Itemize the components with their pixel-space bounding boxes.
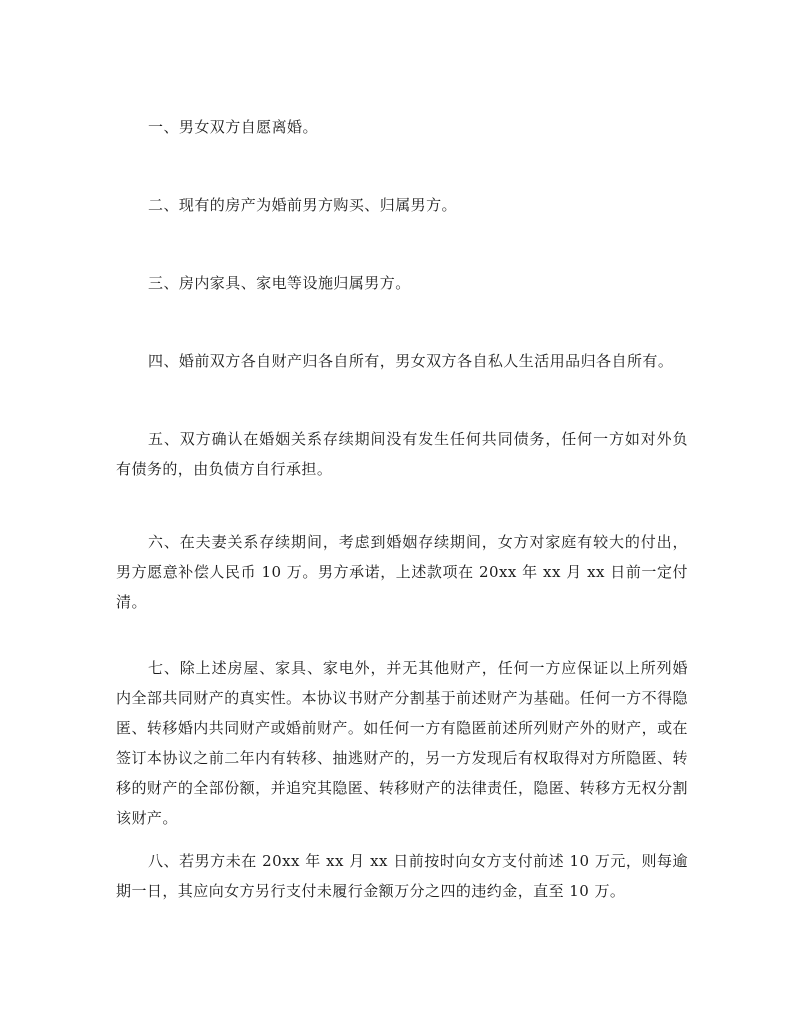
clause-1: 一、男女双方自愿离婚。 xyxy=(148,118,318,136)
clause-2: 二、现有的房产为婚前男方购买、归属男方。 xyxy=(148,196,458,214)
clause-6: 六、在夫妻关系存续期间，考虑到婚姻存续期间，女方对家庭有较大的付出，男方愿意补偿人民币 10 万。男方承诺，上述款项在 20xx 年 xx 月 xx 日前一定付清。 xyxy=(116,533,688,611)
clause-3: 三、房内家具、家电等设施归属男方。 xyxy=(148,274,411,292)
clause-7: 七、除上述房屋、家具、家电外，并无其他财产，任何一方应保证以上所列婚内全部共同财产的真实性。本协议书财产分割基于前述财产为基础。任何一方不得隐匿、转移婚内共同财产或婚前财产。如任何一方有隐匿前述所列财产外的财产，或在签订本协议之前二年内有转移、抽逃财产的，另一方发现后有权取得对方所隐匿、转移的财产的全部份额，并追究其隐匿、转移财产的法律责任，隐匿、转移方无权分割该财产。 xyxy=(116,659,688,827)
clause-5: 五、双方确认在婚姻关系存续期间没有发生任何共同债务，任何一方如对外负有债务的，由负债方自行承担。 xyxy=(116,430,688,478)
clause-4: 四、婚前双方各自财产归各自所有，男女双方各自私人生活用品归各自所有。 xyxy=(148,352,674,370)
clause-8: 八、若男方未在 20xx 年 xx 月 xx 日前按时向女方支付前述 10 万元，则每逾期一日，其应向女方另行支付未履行金额万分之四的违约金，直至 10 万。 xyxy=(116,852,688,900)
